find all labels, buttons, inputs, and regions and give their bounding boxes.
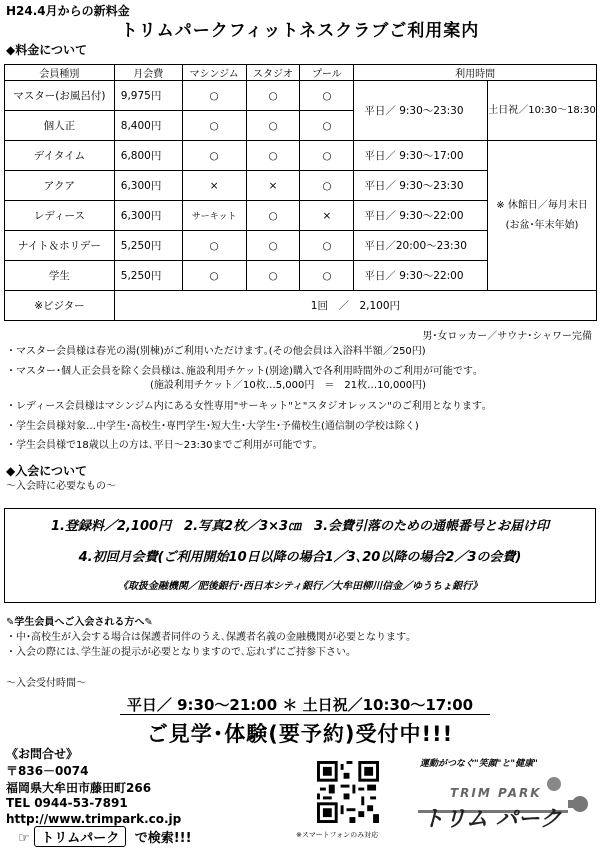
revision-note: H24.4月からの新料金 (6, 4, 130, 18)
weekday-hours: 平日／ 9:30～22:00 (354, 261, 488, 291)
note-student-age: ・学生会員様で18歳以上の方は､平日～23:30までご利用が可能です｡ (6, 440, 318, 451)
search-badge: トリムパーク (34, 826, 126, 847)
weekday-hours: 平日／20:00～23:30 (354, 231, 488, 261)
visitor-price: 1回 ／ 2,100円 (114, 291, 596, 321)
monthly-fee: 6,300円 (114, 171, 182, 201)
machine-gym-mark: ○ (182, 231, 246, 261)
machine-gym-mark: ○ (182, 141, 246, 171)
student-join-heading: ✎学生会員へご入会される方へ✎ (6, 617, 153, 628)
logo-name-en: TRIM PARK (450, 786, 542, 800)
col-studio: スタジオ (246, 65, 300, 81)
pool-mark: ○ (300, 81, 354, 111)
note-master: ・マスター会員様は春光の湯(別棟)がご利用いただけます｡(その他会員は入浴料半額／250円) (6, 346, 426, 357)
note-ticket-price: (施設利用チケット／10枚…5,000円 ＝ 21枚…10,000円) (150, 380, 426, 391)
bank-list: 《取扱金融機関／肥後銀行･西日本シティ銀行／大牟田柳川信金／ゆうちょ銀行》 (117, 581, 483, 592)
machine-gym-mark: ○ (182, 261, 246, 291)
studio-mark: ○ (246, 81, 300, 111)
closed-days-holidays: (お盆･年末年始) (505, 219, 579, 231)
join-requirements-box (4, 508, 596, 603)
qr-code-icon[interactable] (317, 761, 379, 823)
requirements-line-2: 4.初回月会費(ご利用開始10日以降の場合1／3､20以降の場合2／3の会費) (78, 550, 522, 565)
studio-mark: ○ (246, 141, 300, 171)
fee-table (4, 64, 597, 321)
pool-mark: ○ (300, 261, 354, 291)
col-member-type: 会員種別 (5, 65, 115, 81)
join-section-heading: ◆入会について (6, 464, 87, 478)
col-hours: 利用時間 (354, 65, 597, 81)
table-row (5, 141, 597, 171)
monthly-fee: 6,800円 (114, 141, 182, 171)
monthly-fee: 6,300円 (114, 201, 182, 231)
machine-gym-mark: サーキット (182, 201, 246, 231)
member-type: デイタイム (5, 141, 115, 171)
monthly-fee: 9,975円 (114, 81, 182, 111)
member-type: レディース (5, 201, 115, 231)
website-link[interactable]: http://www.trimpark.co.jp (6, 812, 182, 826)
join-needed-heading: ～入会時に必要なもの～ (6, 481, 116, 492)
hand-icon: ☞ (18, 831, 30, 846)
student-join-note-1: ・中･高校生が入会する場合は保護者同伴のうえ､保護者名義の金融機関が必要となります｡ (6, 632, 411, 643)
pool-mark: ○ (300, 171, 354, 201)
closed-days (488, 141, 597, 291)
search-prompt (18, 826, 192, 847)
reception-hours: 平日／ 9:30～21:00 ＊ 土日祝／10:30～17:00 (126, 696, 474, 714)
note-ladies: ・レディース会員様はマシンジム内にある女性専用"サーキット"と"スタジオレッスン"のご利用となります｡ (6, 401, 487, 412)
pool-mark: ○ (300, 141, 354, 171)
fee-section-heading: ◆料金について (6, 43, 87, 57)
col-monthly-fee: 月会費 (114, 65, 182, 81)
table-row (5, 81, 597, 111)
member-type: 個人正 (5, 111, 115, 141)
fee-table-header (5, 65, 597, 81)
visitor-label: ※ビジター (5, 291, 115, 321)
note-student-target: ・学生会員様対象…中学生･高校生･専門学生･短大生･大学生･予備校生(通信制の学校は除く) (6, 421, 419, 432)
locker-note: 男･女ロッカー／サウナ･シャワー完備 (422, 331, 592, 342)
visitor-row (5, 291, 597, 321)
machine-gym-mark: ○ (182, 111, 246, 141)
visit-banner: ご見学･体験(要予約)受付中!!! (146, 722, 454, 746)
studio-mark: ○ (246, 111, 300, 141)
postal-code: 〒836－0074 (6, 764, 89, 778)
logo-tagline: 運動がつなぐ"笑顔"と"健康" (420, 759, 538, 769)
studio-mark: ○ (246, 231, 300, 261)
note-ticket: ・マスター･個人正会員を除く会員様は､施設利用チケット(別途)購入で各利用時間外のご利用が可能です｡ (6, 366, 478, 377)
address: 福岡県大牟田市藤田町266 (6, 781, 152, 795)
requirements-line-1: 1.登録料／2,100円 2.写真2枚／3×3㎝ 3.会費引落のための通帳番号とお届け印 (50, 519, 550, 534)
member-type: 学生 (5, 261, 115, 291)
phone: TEL 0944-53-7891 (6, 796, 128, 810)
weekday-hours: 平日／ 9:30～22:00 (354, 201, 488, 231)
studio-mark: × (246, 171, 300, 201)
col-machine-gym: マシンジム (182, 65, 246, 81)
studio-mark: ○ (246, 261, 300, 291)
page-title: トリムパークフィットネスクラブご利用案内 (120, 21, 480, 41)
pool-mark: ○ (300, 231, 354, 261)
monthly-fee: 5,250円 (114, 261, 182, 291)
search-text: で検索!!! (134, 831, 192, 846)
studio-mark: ○ (246, 201, 300, 231)
member-type: アクア (5, 171, 115, 201)
contact-heading: 《お問合せ》 (6, 747, 79, 761)
member-type: マスター(お風呂付) (5, 81, 115, 111)
pool-mark: × (300, 201, 354, 231)
student-join-note-2: ・入会の際には､学生証の提示が必要となりますので､忘れずにご持参下さい｡ (6, 647, 351, 658)
weekday-hours: 平日／ 9:30～23:30 (354, 171, 488, 201)
divider (120, 714, 490, 715)
weekday-hours: 平日／ 9:30～17:00 (354, 141, 488, 171)
machine-gym-mark: ○ (182, 81, 246, 111)
trim-park-logo (414, 756, 596, 836)
qr-note: ※スマートフォンのみ対応 (296, 831, 379, 839)
machine-gym-mark: × (182, 171, 246, 201)
reception-heading: ～入会受付時間～ (6, 678, 86, 689)
pool-mark: ○ (300, 111, 354, 141)
logo-name-jp: トリム パーク (422, 807, 562, 832)
closed-days-line: ※ 休館日／毎月末日 (496, 199, 588, 211)
member-type: ナイト＆ホリデー (5, 231, 115, 261)
weekend-hours: 土日祝／10:30～18:30 (488, 81, 597, 141)
weekday-hours: 平日／ 9:30～23:30 (354, 81, 488, 141)
col-pool: プール (300, 65, 354, 81)
monthly-fee: 8,400円 (114, 111, 182, 141)
monthly-fee: 5,250円 (114, 231, 182, 261)
